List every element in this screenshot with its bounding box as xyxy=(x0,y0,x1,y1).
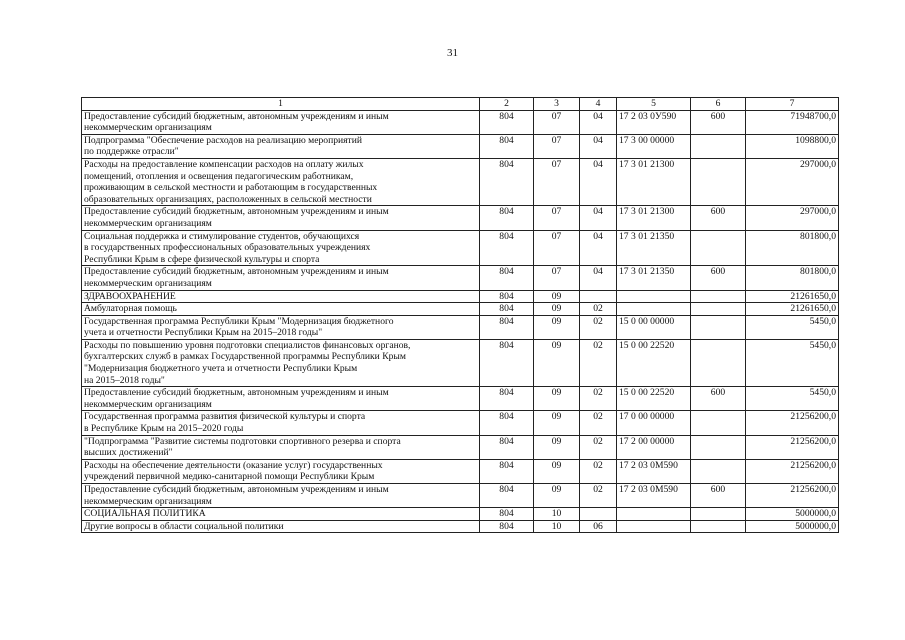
row-name-line: Социальная поддержка и стимулирование студентов, обучающихся xyxy=(84,230,360,242)
row-expense-type xyxy=(691,508,746,521)
row-grbs: 804 xyxy=(480,206,534,230)
row-subsection: 02 xyxy=(580,459,617,483)
row-name-line: Государственная программа развития физической культуры и спорта xyxy=(84,411,366,423)
row-amount: 297000,0 xyxy=(746,158,839,205)
row-name-line: некоммерческим организациям xyxy=(84,495,212,507)
table-row xyxy=(82,290,839,303)
row-amount: 801800,0 xyxy=(746,230,839,266)
row-amount: 21261650,0 xyxy=(746,303,839,316)
row-target-item: 17 3 01 21300 xyxy=(617,158,691,205)
row-subsection: 04 xyxy=(580,230,617,266)
table-row xyxy=(82,484,839,508)
row-expense-type xyxy=(691,411,746,435)
table-row xyxy=(82,387,839,411)
row-target-item: 17 2 00 00000 xyxy=(617,435,691,459)
row-name xyxy=(82,508,480,521)
row-subsection: 04 xyxy=(580,158,617,205)
row-target-item xyxy=(617,290,691,303)
row-target-item: 17 3 01 21350 xyxy=(617,230,691,266)
table-row xyxy=(82,339,839,386)
row-name xyxy=(82,110,480,134)
row-name-line: в Республике Крым на 2015–2020 годы xyxy=(84,423,244,435)
row-amount: 5450,0 xyxy=(746,387,839,411)
row-grbs: 804 xyxy=(480,230,534,266)
row-grbs: 804 xyxy=(480,339,534,386)
row-section: 07 xyxy=(534,158,580,205)
row-target-item: 17 3 01 21350 xyxy=(617,266,691,290)
row-expense-type: 600 xyxy=(691,206,746,230)
row-subsection: 02 xyxy=(580,411,617,435)
row-grbs: 804 xyxy=(480,459,534,483)
row-amount: 1098800,0 xyxy=(746,134,839,158)
row-grbs: 804 xyxy=(480,290,534,303)
row-name xyxy=(82,303,480,316)
row-section: 09 xyxy=(534,290,580,303)
row-subsection: 02 xyxy=(580,484,617,508)
row-name-line: учета и отчетности Республики Крым на 2015–2018 годы" xyxy=(84,327,323,339)
row-expense-type xyxy=(691,315,746,339)
header-col-6: 6 xyxy=(691,98,746,111)
row-grbs: 804 xyxy=(480,508,534,521)
page-number: 31 xyxy=(447,47,458,59)
row-name xyxy=(82,315,480,339)
row-target-item: 15 0 00 00000 xyxy=(617,315,691,339)
row-section: 07 xyxy=(534,230,580,266)
row-amount: 21261650,0 xyxy=(746,290,839,303)
row-amount: 21256200,0 xyxy=(746,435,839,459)
header-col-7: 7 xyxy=(746,98,839,111)
table-row xyxy=(82,110,839,134)
row-target-item: 15 0 00 22520 xyxy=(617,339,691,386)
row-expense-type: 600 xyxy=(691,484,746,508)
header-col-1: 1 xyxy=(82,98,480,111)
row-subsection: 04 xyxy=(580,110,617,134)
row-grbs: 804 xyxy=(480,110,534,134)
header-col-2: 2 xyxy=(480,98,534,111)
row-target-item xyxy=(617,508,691,521)
table-header-row xyxy=(82,98,839,111)
row-name xyxy=(82,459,480,483)
row-section: 09 xyxy=(534,303,580,316)
row-amount: 5450,0 xyxy=(746,315,839,339)
row-grbs: 804 xyxy=(480,266,534,290)
table-row xyxy=(82,459,839,483)
row-name-line: "Подпрограмма "Развитие системы подготовки спортивного резерва и спорта xyxy=(84,435,401,447)
row-amount: 21256200,0 xyxy=(746,459,839,483)
table-row xyxy=(82,315,839,339)
row-target-item: 17 3 00 00000 xyxy=(617,134,691,158)
row-section: 10 xyxy=(534,508,580,521)
row-grbs: 804 xyxy=(480,158,534,205)
table-row xyxy=(82,435,839,459)
row-name xyxy=(82,411,480,435)
row-name-line: некоммерческим организациям xyxy=(84,122,212,134)
row-name-line: "Модернизация бюджетного учета и отчетности Республики Крым xyxy=(84,363,358,375)
row-name-line: Расходы по повышению уровня подготовки специалистов финансовых органов, xyxy=(84,339,411,351)
row-expense-type xyxy=(691,134,746,158)
row-name-line: Республики Крым в сфере физической культуры и спорта xyxy=(84,253,320,265)
row-section: 09 xyxy=(534,315,580,339)
row-grbs: 804 xyxy=(480,134,534,158)
row-target-item: 17 3 01 21300 xyxy=(617,206,691,230)
row-grbs: 804 xyxy=(480,435,534,459)
row-name-line: Государственная программа Республики Крым "Модернизация бюджетного xyxy=(84,315,394,327)
row-grbs: 804 xyxy=(480,411,534,435)
row-section: 09 xyxy=(534,387,580,411)
row-expense-type xyxy=(691,459,746,483)
row-subsection: 02 xyxy=(580,339,617,386)
row-expense-type: 600 xyxy=(691,387,746,411)
row-name xyxy=(82,339,480,386)
row-amount: 5000000,0 xyxy=(746,520,839,533)
row-expense-type xyxy=(691,230,746,266)
table-row xyxy=(82,520,839,533)
row-section: 09 xyxy=(534,339,580,386)
row-subsection: 02 xyxy=(580,315,617,339)
row-target-item: 17 2 03 0М590 xyxy=(617,484,691,508)
row-expense-type xyxy=(691,339,746,386)
row-subsection: 04 xyxy=(580,206,617,230)
row-target-item xyxy=(617,303,691,316)
row-subsection: 02 xyxy=(580,303,617,316)
row-expense-type xyxy=(691,520,746,533)
row-name-line: образовательных организациях, расположенных в сельской местности xyxy=(84,193,372,205)
row-grbs: 804 xyxy=(480,387,534,411)
row-name-line: в государственных профессиональных образовательных учреждениях xyxy=(84,242,371,254)
row-expense-type xyxy=(691,158,746,205)
row-name-line: высших достижений" xyxy=(84,447,173,459)
table-row xyxy=(82,303,839,316)
row-name-line: Другие вопросы в области социальной политики xyxy=(84,520,284,532)
row-amount: 21256200,0 xyxy=(746,411,839,435)
table-row xyxy=(82,206,839,230)
table-row xyxy=(82,266,839,290)
table-row xyxy=(82,158,839,205)
row-expense-type: 600 xyxy=(691,266,746,290)
row-amount: 801800,0 xyxy=(746,266,839,290)
row-section: 07 xyxy=(534,266,580,290)
row-target-item: 17 2 03 0М590 xyxy=(617,459,691,483)
row-name-line: некоммерческим организациям xyxy=(84,398,212,410)
row-name xyxy=(82,520,480,533)
row-name-line: проживающим в сельской местности и работающим в государственных xyxy=(84,182,378,194)
row-expense-type xyxy=(691,303,746,316)
row-section: 09 xyxy=(534,484,580,508)
row-grbs: 804 xyxy=(480,520,534,533)
row-expense-type xyxy=(691,435,746,459)
row-target-item: 17 0 00 00000 xyxy=(617,411,691,435)
row-expense-type: 600 xyxy=(691,110,746,134)
row-target-item xyxy=(617,520,691,533)
row-name xyxy=(82,387,480,411)
row-grbs: 804 xyxy=(480,484,534,508)
row-subsection: 04 xyxy=(580,266,617,290)
row-name-line: Расходы на обеспечение деятельности (оказание услуг) государственных xyxy=(84,459,383,471)
row-subsection: 02 xyxy=(580,387,617,411)
row-name xyxy=(82,158,480,205)
row-name-line: некоммерческим организациям xyxy=(84,277,212,289)
row-amount: 21256200,0 xyxy=(746,484,839,508)
row-name-line: Предоставление субсидий бюджетным, автономным учреждениям и иным xyxy=(84,484,389,495)
table-body xyxy=(82,110,839,533)
row-name-line: помещений, отопления и освещения педагогическим работникам, xyxy=(84,170,354,182)
row-subsection: 04 xyxy=(580,134,617,158)
row-amount: 5000000,0 xyxy=(746,508,839,521)
row-amount: 5450,0 xyxy=(746,339,839,386)
row-name-line: бухгалтерских служб в рамках Государственной программы Республики Крым xyxy=(84,351,406,363)
table-row xyxy=(82,508,839,521)
table-row xyxy=(82,230,839,266)
row-subsection: 06 xyxy=(580,520,617,533)
row-name xyxy=(82,484,480,508)
row-name xyxy=(82,290,480,303)
row-name-line: Амбулаторная помощь xyxy=(84,303,177,315)
row-subsection xyxy=(580,508,617,521)
row-expense-type xyxy=(691,290,746,303)
row-subsection: 02 xyxy=(580,435,617,459)
row-name-line: ЗДРАВООХРАНЕНИЕ xyxy=(84,290,176,302)
row-subsection xyxy=(580,290,617,303)
row-name-line: Предоставление субсидий бюджетным, автономным учреждениям и иным xyxy=(84,387,389,399)
row-section: 07 xyxy=(534,110,580,134)
row-amount: 71948700,0 xyxy=(746,110,839,134)
header-col-5: 5 xyxy=(617,98,691,111)
row-name xyxy=(82,435,480,459)
row-name xyxy=(82,134,480,158)
row-section: 09 xyxy=(534,411,580,435)
row-section: 09 xyxy=(534,435,580,459)
row-grbs: 804 xyxy=(480,303,534,316)
row-name-line: по поддержке отрасли" xyxy=(84,146,179,158)
row-name xyxy=(82,230,480,266)
row-name-line: учреждений первичной медико-санитарной помощи Республики Крым xyxy=(84,471,375,483)
row-section: 07 xyxy=(534,134,580,158)
header-col-4: 4 xyxy=(580,98,617,111)
budget-table xyxy=(81,97,839,533)
row-amount: 297000,0 xyxy=(746,206,839,230)
row-target-item: 17 2 03 0У590 xyxy=(617,110,691,134)
row-name-line: Подпрограмма "Обеспечение расходов на реализацию мероприятий xyxy=(84,134,363,146)
header-col-3: 3 xyxy=(534,98,580,111)
row-section: 09 xyxy=(534,459,580,483)
row-grbs: 804 xyxy=(480,315,534,339)
row-name xyxy=(82,266,480,290)
row-name-line: Расходы на предоставление компенсации расходов на оплату жилых xyxy=(84,158,364,170)
row-section: 10 xyxy=(534,520,580,533)
row-name-line: Предоставление субсидий бюджетным, автономным учреждениям и иным xyxy=(84,110,389,122)
row-name-line: некоммерческим организациям xyxy=(84,217,212,229)
table-row xyxy=(82,411,839,435)
table-row xyxy=(82,134,839,158)
row-name-line: СОЦИАЛЬНАЯ ПОЛИТИКА xyxy=(84,508,206,520)
row-name-line: Предоставление субсидий бюджетным, автономным учреждениям и иным xyxy=(84,206,389,218)
row-name xyxy=(82,206,480,230)
row-name-line: Предоставление субсидий бюджетным, автономным учреждениям и иным xyxy=(84,266,389,278)
row-section: 07 xyxy=(534,206,580,230)
row-name-line: на 2015–2018 годы" xyxy=(84,374,165,386)
row-target-item: 15 0 00 22520 xyxy=(617,387,691,411)
